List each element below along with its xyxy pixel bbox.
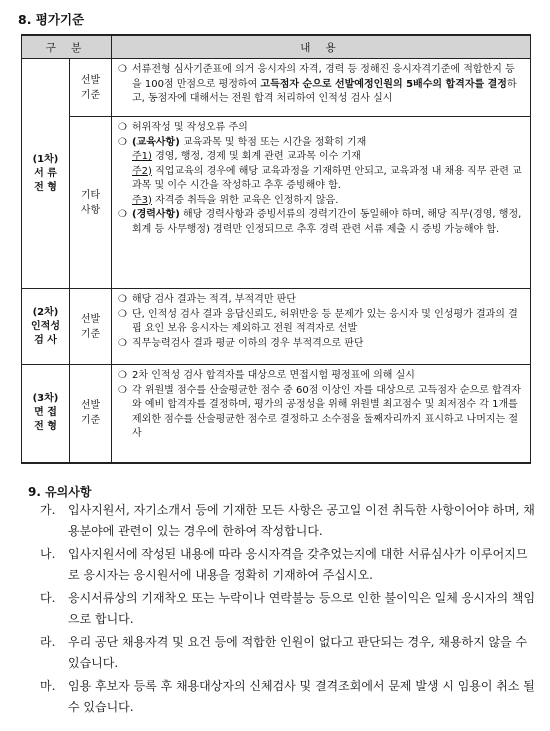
list-item xyxy=(40,676,536,718)
stage-number: (1차) xyxy=(32,153,59,165)
bullet-icon: ❍ xyxy=(118,294,127,305)
header-content: 내 용 xyxy=(112,35,531,59)
content-cell xyxy=(112,117,531,289)
bullet-icon: ❍ xyxy=(118,337,127,349)
bullet-icon: ❍ xyxy=(118,122,127,133)
note-label: 라. xyxy=(40,635,56,649)
stage-label-aptitude xyxy=(22,289,70,365)
evaluation-table xyxy=(21,34,531,464)
sub-label-criteria xyxy=(70,289,112,365)
note-text: 임용 후보자 등록 후 채용대상자의 신체검사 및 결격조회에서 문제 발생 시 임용이 취소 될 수 있습니다. xyxy=(68,679,535,714)
stage-label-document xyxy=(22,59,70,289)
stage-name: 검 사 xyxy=(34,334,57,346)
content-text: 직업교육의 경우에 해당 교육과정을 기재하면 안되고, 교육과정 내 채용 직무 관련 교과목 및 이수 시간을 작성하고 추후 증빙해야 함. xyxy=(132,165,522,191)
stage-name: 전 형 xyxy=(34,421,57,433)
note-label: 나. xyxy=(40,547,56,561)
stage-name: 전 형 xyxy=(34,181,57,193)
content-text-bold: (교육사항) xyxy=(132,136,180,148)
note-marker: 주3) xyxy=(132,194,152,206)
list-item xyxy=(40,544,536,586)
content-text: 해당 검사 결과는 적격, 부적격만 판단 xyxy=(132,294,296,305)
sub-label-text: 사항 xyxy=(80,204,101,216)
table-row xyxy=(22,59,531,117)
list-item xyxy=(40,632,536,674)
content-text: 해당 경력사항과 증빙서류의 경력기간이 동일해야 하며, 해당 직무(경영, 행정, 회계 등 사무행정) 경력만 인정되므로 추후 경력 관련 서류 제출 시 증빙 가능해야 함. xyxy=(132,209,522,235)
content-text: 서류전형 심사기준표에 의거 응시자의 자격, 경력 등 정해진 응시자격기준에 적합한지 등을 100점 만점으로 평정하여 xyxy=(132,64,515,90)
list-item xyxy=(40,500,536,542)
sub-label-text: 선발 xyxy=(80,313,101,325)
content-cell xyxy=(112,365,531,463)
bullet-icon: ❍ xyxy=(118,370,127,381)
content-text: 자격증 취득을 위한 교육은 인정하지 않음. xyxy=(151,194,339,206)
section-title-notes: 9. 유의사항 xyxy=(28,485,92,499)
stage-label-interview xyxy=(22,365,70,463)
header-category: 구 분 xyxy=(22,35,112,59)
note-label: 가. xyxy=(40,503,56,517)
stage-number: (2차) xyxy=(32,306,59,318)
stage-name: 서 류 xyxy=(34,167,57,179)
sub-label-text: 기준 xyxy=(80,415,101,427)
sub-label-text: 기준 xyxy=(80,328,101,340)
note-label: 다. xyxy=(40,591,56,605)
content-text: 단, 인적성 검사 결과 응답신뢰도, 허위반응 등 문제가 있는 응시자 및 인성평가 결과의 결핍 요인 보유 응시자는 제외하고 전원 적격자로 선발 xyxy=(132,308,518,334)
table-header-row xyxy=(22,35,531,59)
bullet-icon: ❍ xyxy=(118,64,127,75)
note-marker: 주2) xyxy=(132,165,152,177)
content-text: 하고, 동점자에 대해서는 전원 합격 처리하여 인적성 검사 실시 xyxy=(132,78,517,104)
content-text: 교육과목 및 학점 또는 시간을 정확히 기재 xyxy=(179,136,367,148)
table-row xyxy=(22,365,531,463)
list-item xyxy=(40,588,536,630)
bullet-icon: ❍ xyxy=(118,308,127,320)
content-text: 각 위원별 점수를 산술평균한 점수 중 60점 이상인 자를 대상으로 고득점자 순으로 합격자와 예비 합격자를 결정하며, 평가의 공정성을 위해 위원별 최고점수 및 최저점수 각 1개를 제외한 점수를 산술평균한 점수로 결정하고 소수점을 둘째자리까지 표시하고 나머지는 절사 xyxy=(132,384,521,439)
stage-name: 면 접 xyxy=(34,407,57,419)
bullet-icon: ❍ xyxy=(118,209,127,220)
notes-list xyxy=(40,500,536,720)
stage-number: (3차) xyxy=(32,393,59,405)
stage-name: 인적성 xyxy=(31,320,60,332)
bullet-icon: ❍ xyxy=(118,136,127,148)
note-text: 입사지원서에 작성된 내용에 따라 응시자격을 갖추었는지에 대한 서류심사가 이루어지므로 응시자는 응시원서에 내용을 정확히 기재하여 주십시오. xyxy=(68,547,528,582)
sub-label-criteria xyxy=(70,365,112,463)
content-cell xyxy=(112,59,531,117)
bullet-icon: ❍ xyxy=(118,384,127,396)
note-text: 입사지원서, 자기소개서 등에 기재한 모든 사항은 공고일 이전 취득한 사항이어야 하며, 채용분야에 관련이 있는 경우에 한하여 작성합니다. xyxy=(68,503,535,538)
note-text: 우리 공단 채용자격 및 요건 등에 적합한 인원이 없다고 판단되는 경우, 채용하지 않을 수 있습니다. xyxy=(68,635,528,670)
sub-label-text: 기준 xyxy=(80,89,101,101)
content-text: 경영, 행정, 경제 및 회계 관련 교과목 이수 기재 xyxy=(151,151,361,162)
content-text-bold: 고득점자 순으로 선발예정인원의 5배수의 합격자를 결정 xyxy=(260,78,507,90)
note-marker: 주1) xyxy=(132,151,152,162)
section-title-evaluation: 8. 평가기준 xyxy=(18,12,85,27)
sub-label-criteria xyxy=(70,59,112,117)
table-row xyxy=(22,117,531,289)
content-cell xyxy=(112,289,531,365)
content-text: 허위작성 및 작성오류 주의 xyxy=(132,122,248,133)
note-label: 마. xyxy=(40,679,56,693)
content-text: 2차 인적성 검사 합격자를 대상으로 면접시험 평정표에 의해 실시 xyxy=(132,370,415,381)
sub-label-text: 선발 xyxy=(80,400,101,412)
content-text-bold: (경력사항) xyxy=(132,209,180,220)
sub-label-text: 선발 xyxy=(80,74,101,86)
table-row xyxy=(22,289,531,365)
note-text: 응시서류상의 기재착오 또는 누락이나 연락불능 등으로 인한 불이익은 일체 응시자의 책임으로 합니다. xyxy=(68,591,536,626)
sub-label-text: 기타 xyxy=(80,189,101,201)
content-text: 직무능력검사 결과 평균 이하의 경우 부적격으로 판단 xyxy=(132,337,364,349)
sub-label-other xyxy=(70,117,112,289)
